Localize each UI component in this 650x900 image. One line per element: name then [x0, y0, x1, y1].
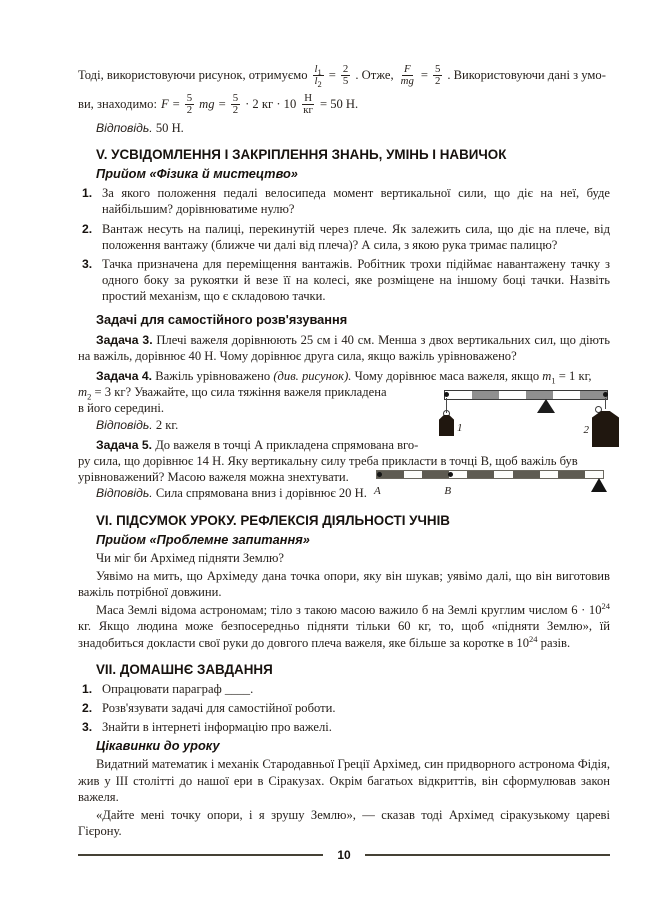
paragraph: Уявімо на мить, що Архімеду дана точка опори, яку він шукав; уявімо далі, що він виготовив важіль потрібної довжини.: [78, 568, 610, 600]
answer-label: Відповідь.: [96, 121, 153, 135]
section-vii-heading: VII. ДОМАШНЄ ЗАВДАННЯ: [96, 661, 273, 677]
item-number: 2.: [82, 221, 93, 236]
fraction-N-kg: $\frac{Н}{кг}$: [303, 91, 313, 116]
superscript: 24: [601, 601, 610, 612]
item-text: Вантаж несуть на палиці, перекинутій через плече. Як залежить сила, що діє на плече, від положення вантажу (ближче чи далі від плеча)? А сила, з якою рука тримає палицю?: [102, 221, 610, 252]
task-3: [78, 332, 610, 364]
text-run: Чому дорівнює маса важеля, якщо: [354, 369, 540, 384]
list-item: [82, 221, 610, 253]
variable-m1: m: [542, 369, 552, 384]
subscript: 1: [551, 375, 556, 386]
solution-formula-line-2: [78, 90, 610, 118]
section-vi-heading: VI. ПІДСУМОК УРОКУ. РЕФЛЕКСІЯ ДІЯЛЬНОСТІ УЧНІВ: [96, 512, 450, 528]
equals-sign: =: [218, 96, 226, 111]
task-5: [78, 437, 610, 502]
task-3-label: Задача 3.: [96, 332, 153, 347]
answer-label: Відповідь.: [96, 486, 153, 501]
equals-sign: =: [328, 67, 336, 82]
homework-list: [78, 681, 610, 736]
paragraph: [78, 602, 610, 651]
task-4-label: Задача 4.: [96, 369, 153, 384]
text-run: = 3 кг? Уважайте, що сила тяжіння важеля прикладена: [94, 385, 387, 400]
item-number: 1.: [82, 681, 93, 696]
text-run: · 2 кг · 10: [245, 96, 297, 111]
text-run: До важеля в точці А прикладена спрямована вго-: [155, 437, 419, 452]
footer-rule-right: [365, 854, 610, 856]
pivot-dot-right: [603, 392, 608, 397]
tasks-heading: Задачі для самостійного розв'язування: [96, 311, 348, 327]
variable-m2: m: [78, 385, 88, 400]
task-4: [78, 368, 610, 437]
fun-facts-heading: Цікавинки до уроку: [96, 738, 220, 754]
text-run: Важіль урівноважено: [155, 369, 271, 384]
question-list: [78, 185, 610, 304]
fraction-5-2: $\frac{5}{2}$: [434, 62, 441, 87]
item-number: 3.: [82, 720, 93, 735]
fraction-5-2: $\frac{5}{2}$: [186, 91, 193, 116]
text-run: Маса Землі відома астрономам; тіло з такою масою важило б на Землі круглим числом 6 · 10: [96, 603, 602, 618]
task-3-text: Плечі важеля дорівнюють 25 см і 40 см. Менша з двох вертикальних сил, що діють на важіль, дорівнює 40 Н. Чому дорівнює друга сила, якщо важіль урівноважено?: [78, 332, 610, 363]
paragraph: Видатний математик і механік Стародавньої Греції Архімед, син придворного астронома Фідія, жив у III столітті до нашої ери в Сіракузах. Окрім багатьох відкриттів, він сформулював закон важеля.: [78, 757, 610, 804]
section-v-heading: V. УСВІДОМЛЕННЯ І ЗАКРІПЛЕННЯ ЗНАНЬ, УМІНЬ І НАВИЧОК: [96, 147, 507, 163]
task-5-line-1: [78, 437, 610, 453]
item-number: 1.: [82, 186, 93, 201]
fraction-F-mg: $\frac{F}{mg}$: [400, 62, 414, 87]
item-number: 3.: [82, 257, 93, 272]
point-a-label: A: [374, 484, 381, 497]
fraction-5-2: $\frac{5}{2}$: [232, 91, 239, 116]
subscript: 2: [87, 391, 92, 402]
footer-rule-left: [78, 854, 323, 856]
fulcrum-icon: [591, 478, 607, 492]
point-b-label: B: [444, 484, 452, 497]
answer-line: [78, 120, 610, 136]
equals-sign: =: [420, 67, 428, 82]
answer-value: Сила спрямована вниз і дорівнює 20 Н.: [155, 486, 367, 501]
string-right: [605, 398, 606, 409]
answer-value: 2 кг.: [155, 417, 179, 432]
list-item: [82, 681, 610, 697]
text-run: = 1 кг,: [558, 369, 592, 384]
item-number: 2.: [82, 701, 93, 716]
item-text: Знайти в інтернеті інформацію про важелі.: [102, 720, 332, 735]
superscript: 24: [529, 633, 538, 644]
item-text: Опрацювати параграф ____.: [102, 681, 254, 696]
list-item: [82, 256, 610, 305]
pivot-dot-left: [444, 392, 449, 397]
variable-F: F: [160, 96, 169, 111]
item-text: Розв'язувати задачі для самостійної роботи.: [102, 701, 336, 716]
text-run: Тоді, використовуючи рисунок, отримуємо: [78, 67, 308, 82]
page-footer: [78, 847, 610, 863]
text-run: = 50 Н.: [319, 96, 359, 111]
task-4-line-3: в його середині.: [78, 401, 165, 416]
variable-mg: mg: [199, 96, 215, 111]
list-item: [82, 719, 610, 735]
method-problem-question: Прийом «Проблемне запитання»: [96, 531, 310, 547]
item-text: Тачка призначена для переміщення вантажів. Робітник трохи підіймає навантажену тачку з одного боку за рукоятки й везе її на колесі, яке розміщене на іншому боці тачки. Назвіть простий механізм, що є складовою тачки.: [102, 257, 610, 304]
task-4-line-1: [78, 368, 610, 384]
fraction-2-5: $\frac{2}{5}$: [342, 62, 349, 87]
list-item: [82, 700, 610, 716]
solution-formula-line-1: [78, 62, 610, 88]
page-number: 10: [337, 848, 351, 862]
text-run: . Отже,: [355, 67, 394, 82]
answer-value: 50 Н.: [155, 121, 184, 135]
text-run: разів.: [537, 635, 571, 650]
weight-1-label: 1: [457, 422, 463, 435]
task-4-line-2: [78, 384, 426, 400]
paragraph: «Дайте мені точку опори, і я зрушу Землю», — сказав тоді Архімед сіракузькому цареві Гієрону.: [78, 808, 610, 839]
paragraph: Чи міг би Архімед підняти Землю?: [96, 550, 285, 565]
task-5-label: Задача 5.: [96, 437, 153, 452]
weight-2-label: 2: [583, 424, 589, 437]
text-run: кг. Якщо людина може безпосередньо підняти тільки 60 кг, то, щоб «підняти Землю», їй знадобиться докласти свої руки до довгого плеча важеля, яке більше за коротке в 10: [78, 619, 610, 650]
text-run: . Використовуючи дані з умо-: [447, 67, 606, 82]
point-a-dot: [377, 472, 382, 477]
list-item: [82, 185, 610, 217]
method-physics-art: Прийом «Фізика й мистецтво»: [96, 166, 298, 182]
fraction-l1-l2: $\frac{l_1}{l_2}$: [314, 62, 322, 89]
fulcrum-icon: [537, 399, 555, 413]
point-b-dot: [448, 472, 453, 477]
text-run: ви, знаходимо:: [78, 96, 157, 111]
answer-label: Відповідь.: [96, 417, 153, 432]
lever-bar: [444, 390, 608, 400]
lever-bar: [376, 470, 604, 479]
figure-reference: (див. рисунок).: [273, 369, 352, 384]
task-5-line-3: урівноважений? Масою важеля можна знехтувати.: [78, 470, 349, 485]
item-text: За якого положення педалі велосипеда момент вертикальної сили, що діє на неї, буде найбільшим? дорівнюватиме нулю?: [102, 186, 610, 217]
equals-sign: =: [172, 96, 180, 111]
task-5-line-2: ру сила, що дорівнює 14 Н. Яку вертикальну силу треба прикласти в точці В, щоб важіль був: [78, 454, 578, 469]
page-content: [78, 62, 610, 840]
task-5-lever-figure: [376, 470, 604, 500]
weight-1-icon: [439, 415, 454, 436]
